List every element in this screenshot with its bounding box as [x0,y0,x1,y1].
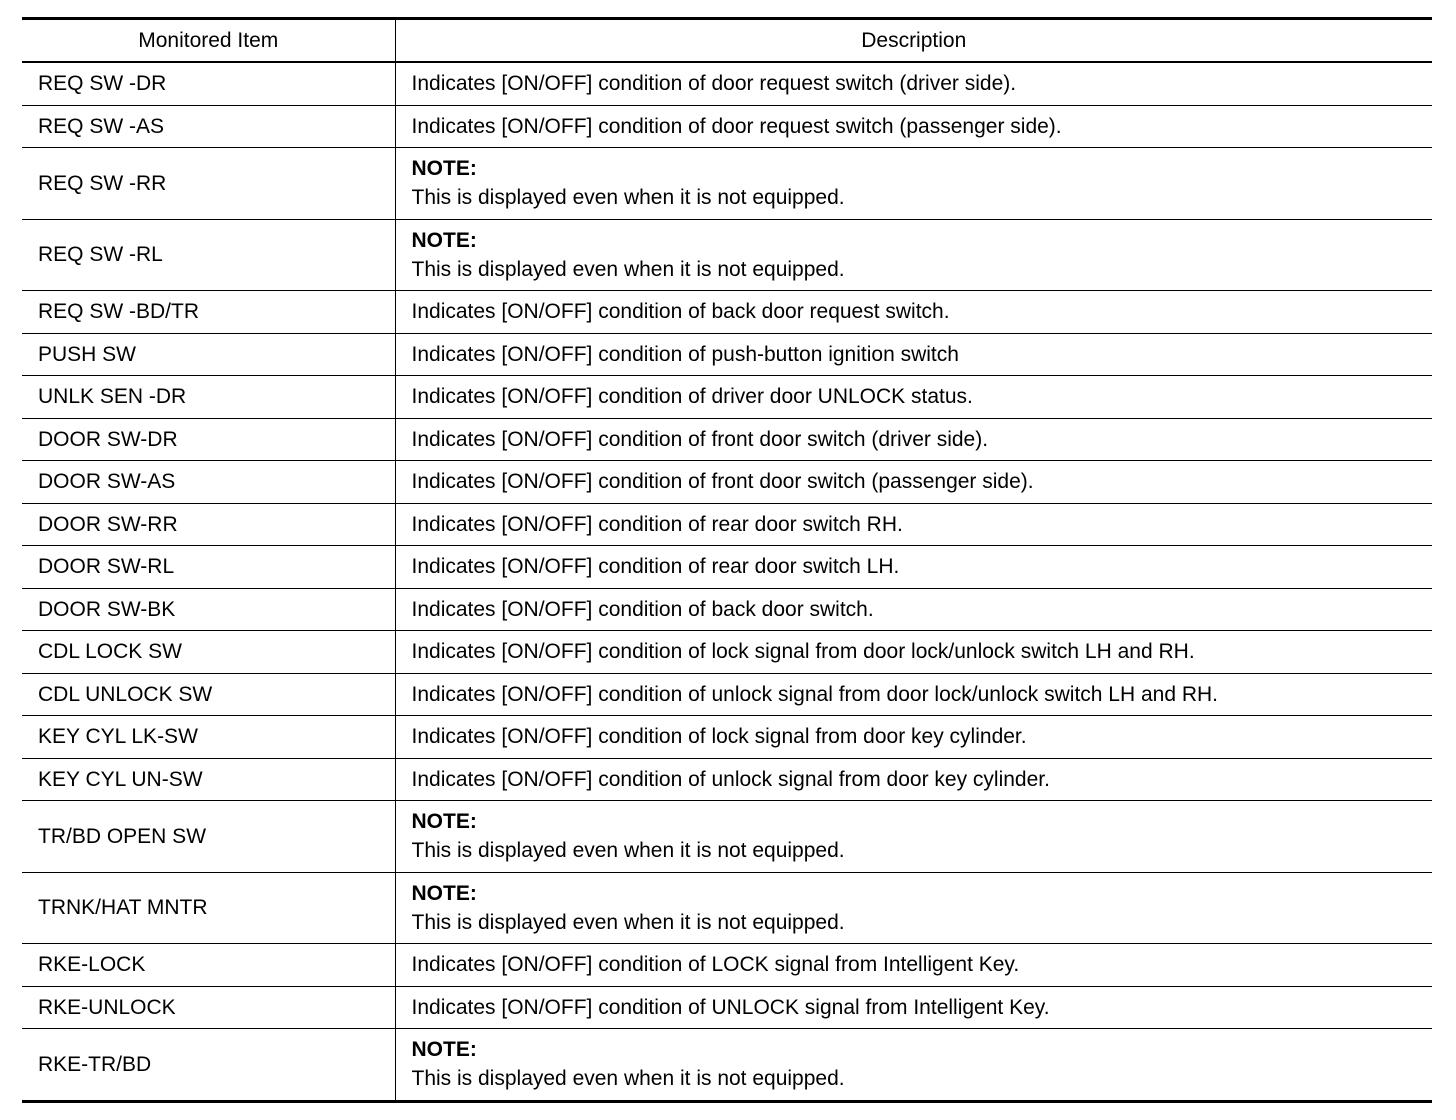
table-row [22,1029,1432,1102]
note-text: This is displayed even when it is not equipped. [411,257,845,281]
monitored-item-cell: DOOR SW-RL [22,546,395,589]
table-row [22,944,1432,987]
description-cell [395,219,1432,291]
monitored-item-cell: REQ SW -RR [22,148,395,220]
monitored-item-cell: DOOR SW-AS [22,461,395,504]
description-cell: Indicates [ON/OFF] condition of rear door switch LH. [395,546,1432,589]
monitored-item-cell: DOOR SW-DR [22,418,395,461]
monitored-item-cell: KEY CYL UN-SW [22,758,395,801]
table-row [22,801,1432,873]
description-cell [395,801,1432,873]
table-row [22,62,1432,105]
table-row [22,461,1432,504]
monitored-item-cell: CDL LOCK SW [22,631,395,674]
header-description: Description [395,19,1432,63]
description-cell: Indicates [ON/OFF] condition of door request switch (passenger side). [395,105,1432,148]
note-label: NOTE: [411,228,477,252]
note-text: This is displayed even when it is not equipped. [411,1067,845,1091]
note-label: NOTE: [411,810,477,834]
description-cell: Indicates [ON/OFF] condition of UNLOCK signal from Intelligent Key. [395,986,1432,1029]
table-row [22,716,1432,759]
monitored-item-cell: TRNK/HAT MNTR [22,872,395,944]
monitored-item-cell: TR/BD OPEN SW [22,801,395,873]
table-row [22,986,1432,1029]
table-row [22,418,1432,461]
description-cell: Indicates [ON/OFF] condition of LOCK signal from Intelligent Key. [395,944,1432,987]
table-row [22,588,1432,631]
table-row [22,872,1432,944]
description-cell: Indicates [ON/OFF] condition of rear door switch RH. [395,503,1432,546]
description-cell [395,148,1432,220]
table-row [22,219,1432,291]
note-label: NOTE: [411,881,477,905]
monitored-item-cell: DOOR SW-RR [22,503,395,546]
table-row [22,105,1432,148]
monitored-items-table [22,17,1432,1103]
table-row [22,546,1432,589]
table-row [22,758,1432,801]
description-cell: Indicates [ON/OFF] condition of unlock signal from door key cylinder. [395,758,1432,801]
table-row [22,673,1432,716]
note-label: NOTE: [411,157,477,181]
note-label: NOTE: [411,1038,477,1062]
table-row [22,333,1432,376]
table-header-row [22,19,1432,63]
description-cell: Indicates [ON/OFF] condition of unlock signal from door lock/unlock switch LH and RH. [395,673,1432,716]
monitored-item-cell: CDL UNLOCK SW [22,673,395,716]
description-cell: Indicates [ON/OFF] condition of front door switch (driver side). [395,418,1432,461]
table-row [22,291,1432,334]
table-row [22,503,1432,546]
monitored-item-cell: DOOR SW-BK [22,588,395,631]
note-text: This is displayed even when it is not equipped. [411,839,845,863]
note-text: This is displayed even when it is not equipped. [411,910,845,934]
description-cell: Indicates [ON/OFF] condition of front door switch (passenger side). [395,461,1432,504]
monitored-item-cell: RKE-TR/BD [22,1029,395,1102]
monitored-item-cell: PUSH SW [22,333,395,376]
monitored-item-cell: REQ SW -BD/TR [22,291,395,334]
monitored-item-cell: RKE-UNLOCK [22,986,395,1029]
monitored-item-cell: KEY CYL LK-SW [22,716,395,759]
table-body [22,62,1432,1101]
description-cell: Indicates [ON/OFF] condition of lock signal from door lock/unlock switch LH and RH. [395,631,1432,674]
description-cell: Indicates [ON/OFF] condition of door request switch (driver side). [395,62,1432,105]
monitored-item-cell: RKE-LOCK [22,944,395,987]
table-row [22,376,1432,419]
monitored-item-cell: UNLK SEN -DR [22,376,395,419]
description-cell: Indicates [ON/OFF] condition of driver door UNLOCK status. [395,376,1432,419]
description-cell: Indicates [ON/OFF] condition of back door switch. [395,588,1432,631]
monitored-item-cell: REQ SW -AS [22,105,395,148]
description-cell: Indicates [ON/OFF] condition of back door request switch. [395,291,1432,334]
description-cell [395,872,1432,944]
description-cell: Indicates [ON/OFF] condition of push-button ignition switch [395,333,1432,376]
description-cell [395,1029,1432,1102]
monitored-item-cell: REQ SW -DR [38,72,167,96]
note-text: This is displayed even when it is not equipped. [411,186,845,210]
table-row [22,148,1432,220]
header-monitored-item: Monitored Item [22,19,395,63]
table-row [22,631,1432,674]
description-cell: Indicates [ON/OFF] condition of lock signal from door key cylinder. [395,716,1432,759]
monitored-item-cell: REQ SW -RL [22,219,395,291]
